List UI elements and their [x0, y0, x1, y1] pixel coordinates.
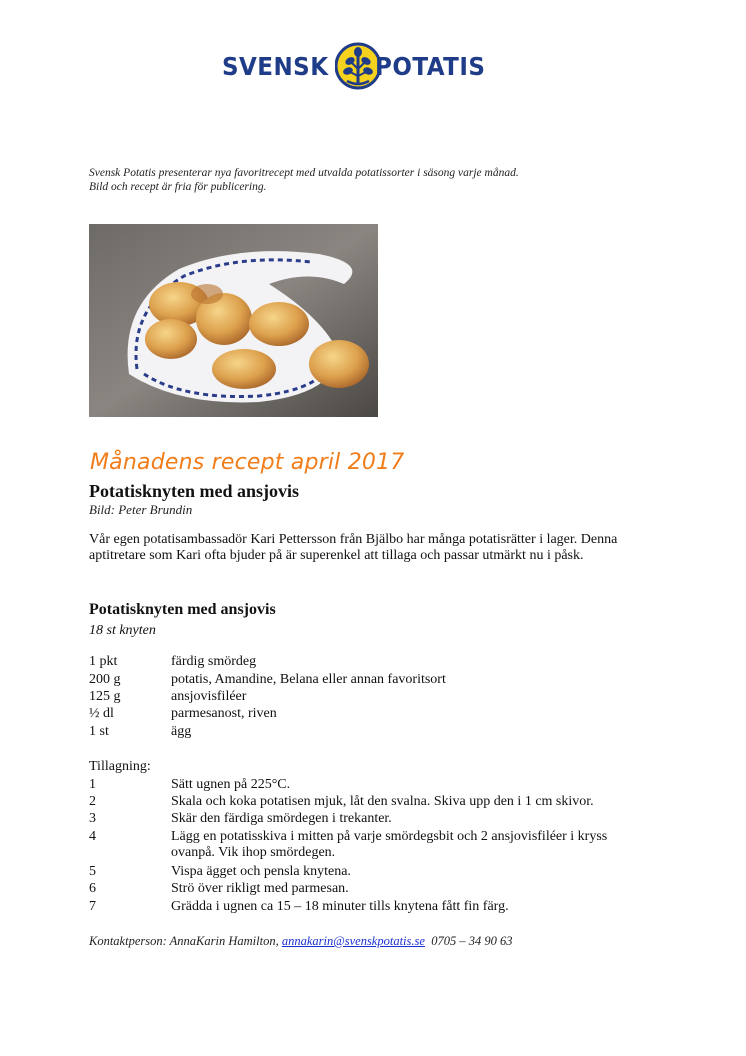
recipe-yield: 18 st knyten — [89, 623, 156, 638]
step-text: Grädda i ugnen ca 15 – 18 minuter tills knytena fått fin färg. — [171, 899, 509, 914]
step-number: 2 — [89, 794, 96, 809]
ingredient-qty: 1 st — [89, 724, 109, 739]
intro-line-1: Svensk Potatis presenterar nya favoritrecept med utvalda potatissorter i säsong varje månad. — [89, 167, 519, 179]
ingredient-item: potatis, Amandine, Belana eller annan favoritsort — [171, 672, 446, 687]
step-text: Vispa ägget och pensla knytena. — [171, 864, 351, 879]
recipe-title: Potatisknyten med ansjovis — [89, 481, 300, 501]
ingredient-item: parmesanost, riven — [171, 706, 277, 721]
ingredient-qty: 200 g — [89, 672, 121, 687]
contact-label: Kontaktperson: AnnaKarin Hamilton, — [89, 934, 279, 948]
intro-text — [89, 166, 519, 194]
ingredient-item: ansjovisfiléer — [171, 689, 247, 704]
intro-line-2: Bild och recept är fria för publicering. — [89, 181, 267, 193]
ingredient-item: ägg — [171, 724, 192, 739]
step-number: 7 — [89, 899, 96, 914]
photo-credit: Bild: Peter Brundin — [89, 502, 193, 517]
month-title: Månadens recept april 2017 — [90, 450, 405, 475]
step-text: Sätt ugnen på 225°C. — [171, 777, 291, 792]
ingredient-qty: ½ dl — [89, 706, 114, 721]
contact-email-link[interactable]: annakarin@svenskpotatis.se — [281, 934, 425, 948]
contact-phone: 0705 – 34 90 63 — [431, 934, 513, 948]
brand-logo — [222, 40, 494, 92]
step-number: 6 — [89, 881, 96, 896]
step-text: Skär den färdiga smördegen i trekanter. — [171, 811, 392, 826]
step-text: Skala och koka potatisen mjuk, låt den svalna. Skiva upp den i 1 cm skivor. — [171, 794, 594, 809]
step-number: 5 — [89, 864, 96, 879]
ingredient-item: färdig smördeg — [171, 654, 257, 669]
preparation-label: Tillagning: — [89, 759, 151, 774]
step-text: Lägg en potatisskiva i mitten på varje smördegsbit och 2 ansjovisfiléer i kryss ovanpå. Vik ihop smördegen. — [171, 829, 608, 860]
recipe-photo — [89, 224, 378, 417]
contact-line — [89, 934, 512, 949]
step-number: 3 — [89, 811, 96, 826]
step-number: 4 — [89, 829, 96, 844]
ingredient-qty: 125 g — [89, 689, 121, 704]
step-text: Strö över rikligt med parmesan. — [171, 881, 349, 896]
step-number: 1 — [89, 777, 96, 792]
logo-text-left: SVENSK — [222, 52, 329, 81]
recipe-subtitle: Potatisknyten med ansjovis — [89, 601, 276, 618]
recipe-description: Vår egen potatisambassadör Kari Pettersson från Bjälbo har många potatisrätter i lager. Denna aptitretare som Kari ofta bjuder på är superenkel att tillaga och passar utmärkt nu i påsk. — [89, 532, 618, 563]
logo-text-right: POTATIS — [375, 52, 486, 81]
ingredient-qty: 1 pkt — [89, 654, 118, 669]
